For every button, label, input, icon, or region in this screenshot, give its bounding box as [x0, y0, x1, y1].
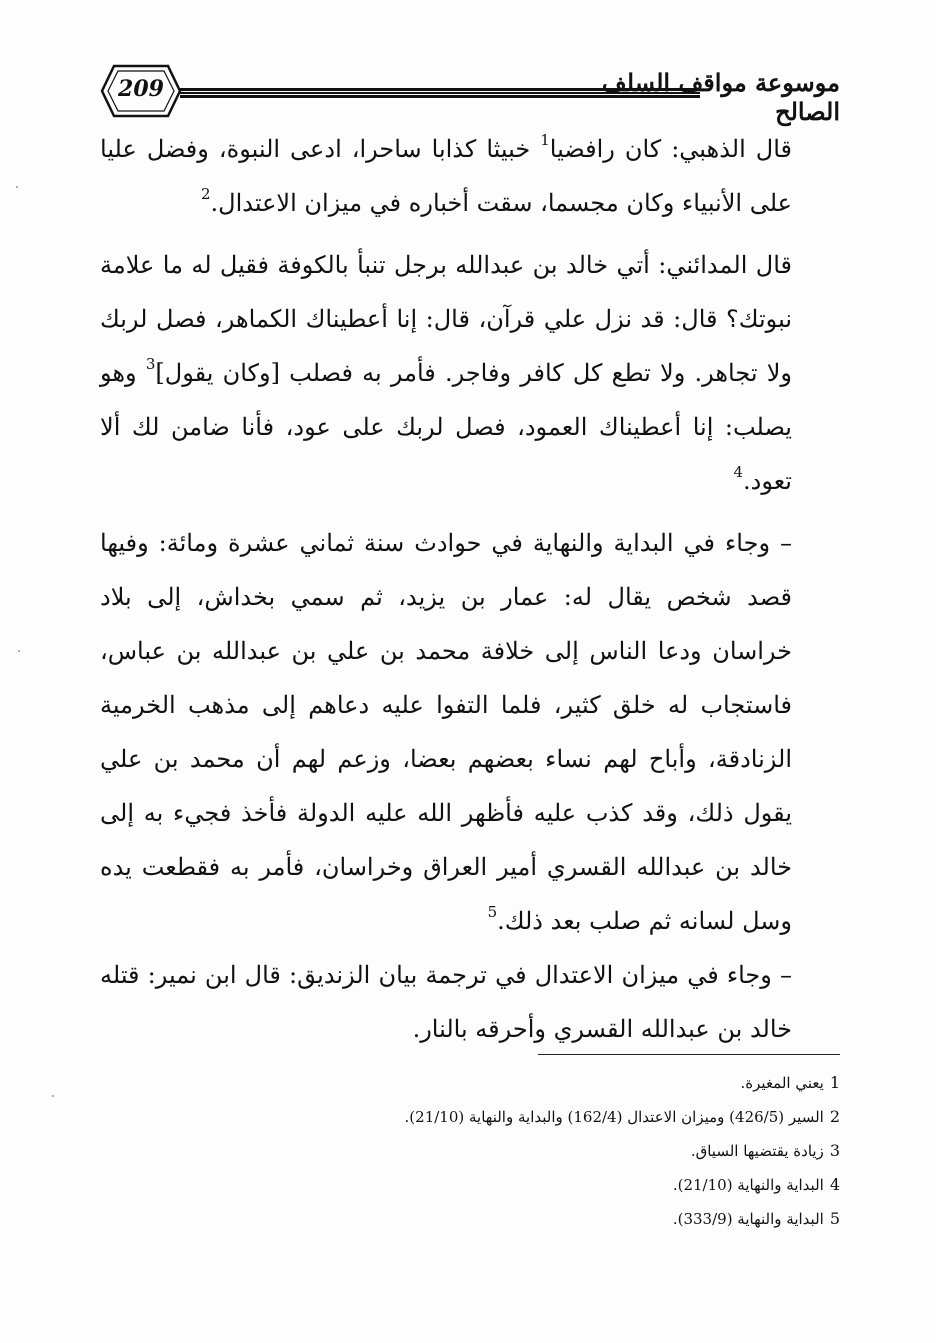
footnote-3: [300, 1134, 840, 1168]
series-title: موسوعة مواقف السلف الصالح: [601, 68, 840, 126]
footnote-text: زيادة يقتضيها السياق.: [690, 1142, 824, 1160]
footnote-number: 2: [829, 1107, 840, 1126]
footnote-text: يعني المغيرة.: [740, 1074, 824, 1092]
page-number-badge: [100, 64, 182, 118]
footnotes: [300, 1066, 840, 1236]
footnote-number: 3: [829, 1141, 840, 1160]
footnote-number: 4: [829, 1175, 840, 1194]
footnote-ref-4[interactable]: 4: [733, 463, 744, 481]
footnote-ref-2[interactable]: 2: [200, 185, 211, 203]
page-header: [100, 62, 840, 126]
page-number: 209: [118, 76, 164, 102]
footnote-1: [300, 1066, 840, 1100]
text-run: خبيثا كذابا ساحرا، ادعى النبوة، وفضل عليا على الأنبياء وكان مجسما، سقت أخباره في ميزان الاعتدال.: [100, 135, 792, 217]
footnote-number: 1: [829, 1073, 840, 1092]
footnote-ref-3[interactable]: 3: [145, 355, 156, 373]
scan-speck: [16, 186, 18, 188]
text-run: – وجاء في ميزان الاعتدال في ترجمة بيان الزنديق: قال ابن نمير: قتله خالد بن عبدالله القسري وأحرقه بالنار.: [100, 961, 792, 1043]
paragraph-bidaya: [100, 516, 840, 948]
text-run: – وجاء في البداية والنهاية في حوادث سنة ثماني عشرة ومائة: وفيها قصد شخص يقال له: عمار بن يزيد، ثم سمي بخداش، إلى بلاد خراسان ودعا الناس إلى خلافة محمد بن علي بن عبدالله بن عباس، فاستجاب له خلق كثير، فلما التفوا عليه دعاهم إلى مذهب الخرمية الزنادقة، وأباح لهم نساء بعضهم بعضا، وزعم لهم أن محمد بن علي يقول ذلك، وقد كذب عليه فأظهر الله عليه الدولة فأخذ فجيء به إلى خالد بن عبدالله القسري أمير العراق وخراسان، فأمر به فقطعت يده وسل لسانه ثم صلب بعد ذلك.: [100, 529, 792, 935]
main-text: [100, 122, 840, 1056]
footnote-2: [300, 1100, 840, 1134]
footnote-4: [300, 1168, 840, 1202]
footnote-text: البداية والنهاية (21/10).: [672, 1176, 824, 1194]
footnote-5: [300, 1202, 840, 1236]
scan-speck: [52, 1095, 54, 1097]
footnote-separator: [538, 1054, 840, 1055]
text-run: قال المدائني: أتي خالد بن عبدالله برجل تنبأ بالكوفة فقيل له ما علامة نبوتك؟ قال: قد نزل علي قرآن، قال: إنا أعطيناك الكماهر، فصل لربك ولا تجاهر. ولا تطع كل كافر وفاجر. فأمر به فصلب [وكان يقول]: [100, 251, 792, 387]
footnote-ref-5[interactable]: 5: [487, 903, 498, 921]
paragraph-mizan: [100, 948, 840, 1056]
text-run: وهو يصلب: إنا أعطيناك العمود، فصل لربك على عود، فأنا ضامن لك ألا تعود.: [100, 359, 792, 495]
footnote-number: 5: [829, 1209, 840, 1228]
scan-speck: [18, 650, 20, 652]
footnote-text: السير (426/5) وميزان الاعتدال (162/4) والبداية والنهاية (21/10).: [404, 1108, 824, 1126]
paragraph-dhahabi: [100, 122, 840, 230]
paragraph-madaini: [100, 238, 840, 508]
text-run: قال الذهبي: كان رافضيا: [549, 135, 792, 163]
footnote-text: البداية والنهاية (333/9).: [672, 1210, 824, 1228]
footnote-ref-1[interactable]: 1: [540, 131, 550, 149]
